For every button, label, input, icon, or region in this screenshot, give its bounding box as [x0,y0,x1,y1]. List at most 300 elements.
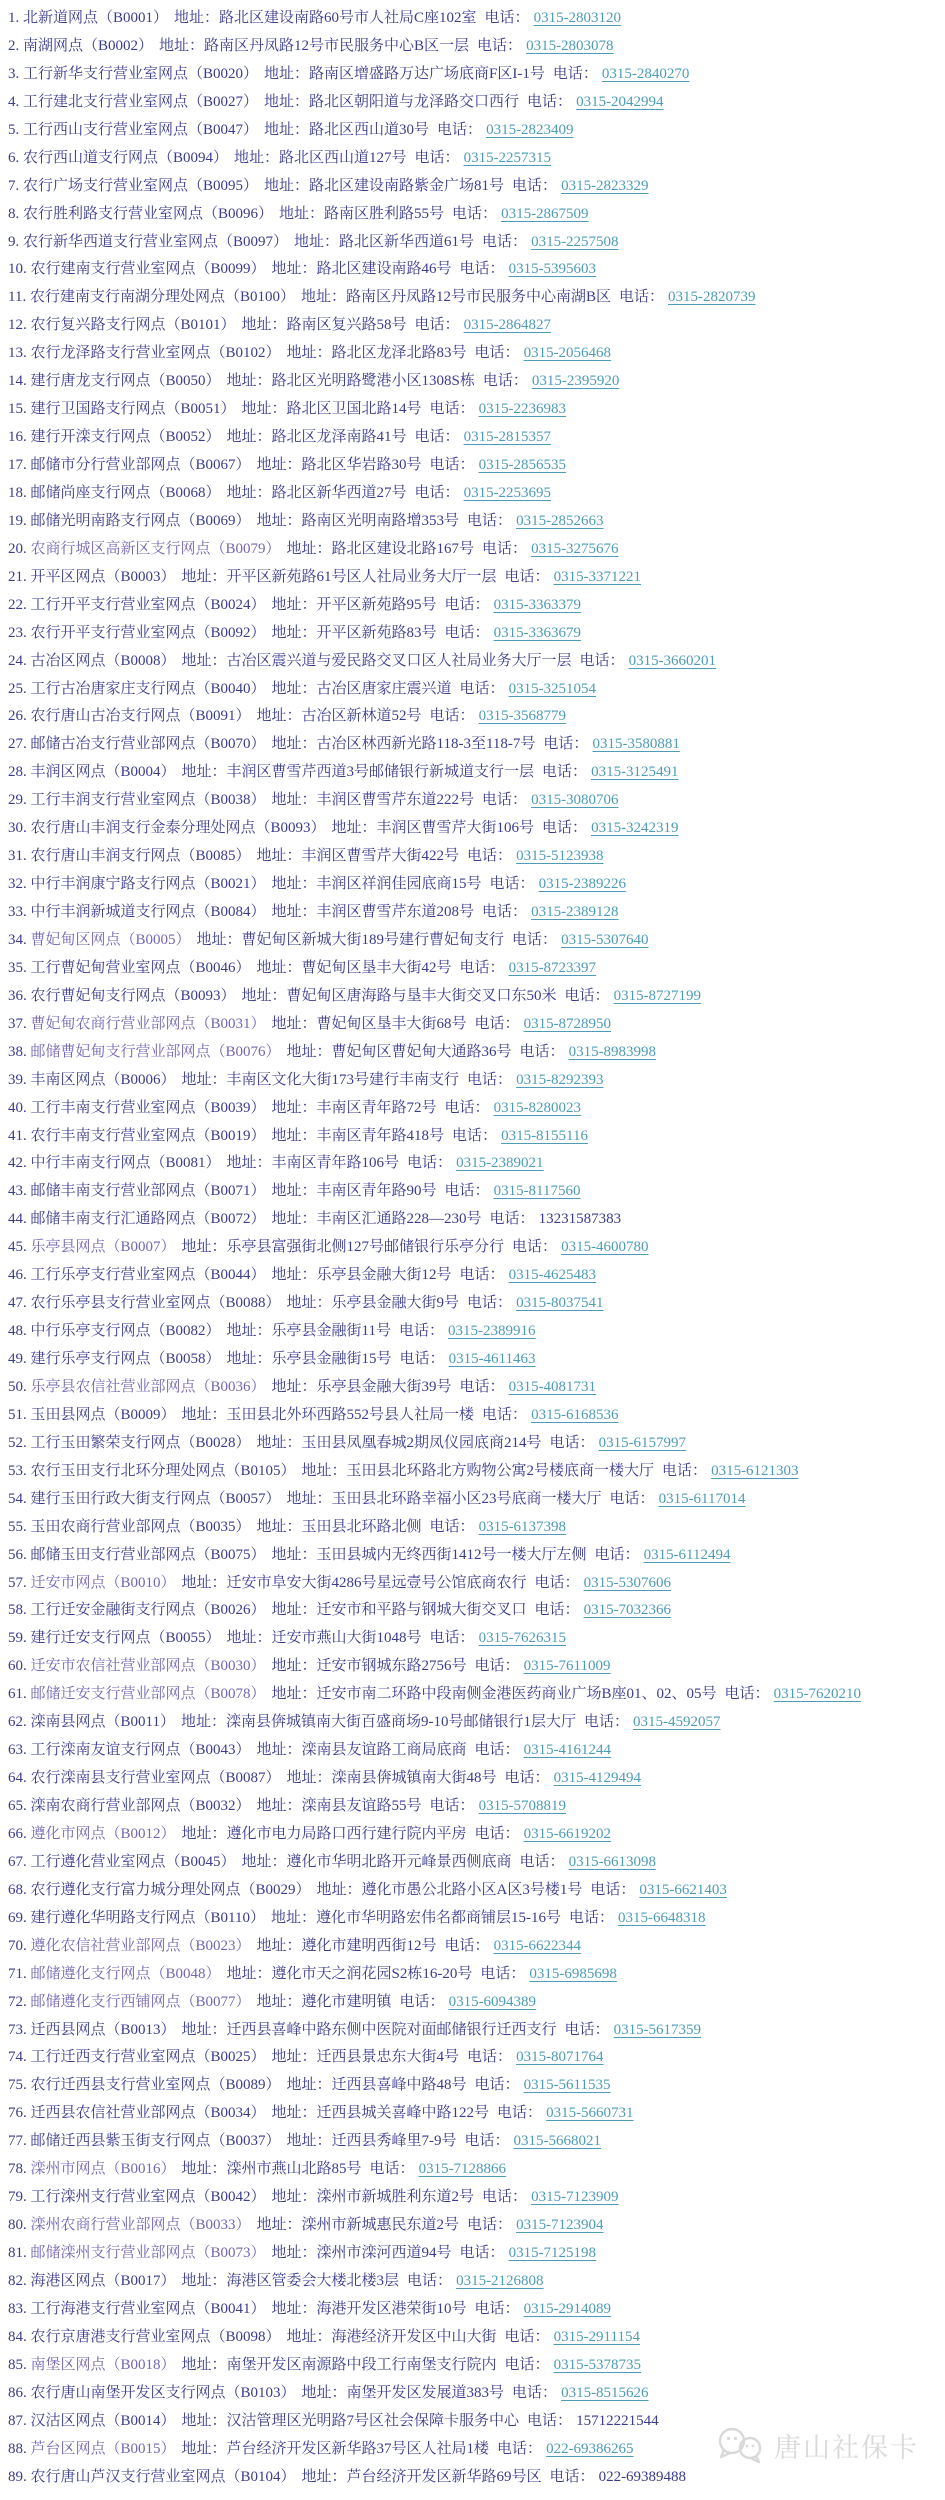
branch-address: 丰润区曹雪芹大街106号 [376,820,535,837]
address-label: 地址： [226,1155,272,1172]
address-label: 地址： [286,540,332,557]
phone-label: 电话： [399,1993,445,2010]
branch-address: 路北区龙泽北路83号 [331,345,467,362]
branch-phone-link[interactable]: 0315-4592057 [632,1714,721,1731]
branch-phone-link[interactable]: 0315-8727199 [613,987,702,1004]
branch-name: 农行玉田支行北环分理处网点（B0105） [30,1462,296,1479]
address-label: 地址： [196,931,242,948]
branch-phone-link[interactable]: 0315-6613098 [568,1853,657,1870]
phone-label: 电话： [429,457,475,473]
branch-address: 丰南区汇通路228—230号 [316,1211,482,1228]
branch-phone-link[interactable]: 0315-2236983 [478,401,567,418]
item-number: 37. [8,1015,31,1032]
branch-name: 丰南区网点（B0006） [30,1071,176,1088]
branch-phone-link[interactable]: 0315-4611463 [448,1351,536,1367]
phone-label: 电话： [489,876,535,893]
list-item [8,368,945,396]
phone-label: 电话： [429,1630,475,1647]
phone-label: 电话： [452,1127,498,1144]
item-number: 35. [8,959,31,976]
branch-name: 农行唐山古冶支行网点（B0091） [30,708,251,725]
branch-phone-link[interactable]: 0315-2389916 [448,1323,536,1340]
branch-phone-link[interactable]: 0315-6117014 [658,1490,746,1507]
branch-phone-link[interactable]: 022-69386265 [546,2440,634,2457]
branch-phone-link[interactable]: 0315-8983998 [568,1043,657,1060]
list-item [8,1290,945,1318]
branch-name: 农行京唐港支行营业室网点（B0098） [30,2328,281,2345]
branch-address: 海港经济开发区中山大街 [331,2328,497,2345]
list-item [8,927,945,955]
address-label: 地址： [181,2356,227,2373]
branch-phone-link[interactable]: 0315-3568779 [478,708,567,725]
address-label: 地址： [271,2189,317,2206]
branch-phone-link[interactable]: 0315-2823329 [561,177,649,194]
branch-name: 农行西山道支行网点（B0094） [23,149,229,166]
branch-address: 海港开发区港荣街10号 [316,2300,467,2317]
branch-phone-link[interactable]: 0315-8292393 [516,1071,604,1088]
item-number: 83. [8,2300,31,2317]
branch-phone-link[interactable]: 0315-8037541 [516,1295,604,1312]
branch-address: 遵化市建明镇 [301,1993,392,2010]
branch-address: 滦南县友谊路工商局底商 [301,1742,467,1759]
phone-label: 电话： [474,1658,520,1675]
branch-name: 农行唐山丰润支行网点（B0085） [30,848,251,865]
branch-phone-link[interactable]: 0315-6985698 [529,1965,617,1982]
branch-phone-link[interactable]: 0315-2395920 [531,373,620,390]
address-label: 地址： [286,1295,332,1312]
list-item [8,480,945,508]
item-number: 24. [8,652,31,669]
branch-phone-link[interactable]: 0315-2815357 [463,429,552,446]
branch-phone-link[interactable]: 0315-5708819 [478,1798,567,1814]
phone-label: 电话： [444,1099,490,1116]
branch-phone-link[interactable]: 0315-2257315 [463,149,552,166]
phone-label: 电话： [512,1239,558,1256]
item-number: 21. [8,568,31,585]
address-label: 地址： [256,457,302,473]
branch-address: 玉田县北外环西路552号县人社局一楼 [226,1406,475,1423]
item-number: 72. [8,1993,31,2010]
item-number: 28. [8,764,31,781]
list-item [8,1793,945,1821]
branch-phone-link[interactable]: 0315-5307606 [583,1574,672,1591]
branch-phone-link[interactable]: 0315-7123909 [531,2189,619,2206]
item-number: 76. [8,2105,31,2122]
branch-phone-link[interactable]: 0315-3251054 [508,680,597,697]
branch-phone-link[interactable]: 0315-4161244 [523,1742,612,1759]
branch-address: 玉田县城内无终西街1412号一楼大厅左侧 [316,1546,587,1563]
branch-phone-link[interactable]: 0315-4129494 [553,1770,642,1787]
branch-address: 路南区丹凤路12号市民服务中心南湖B区 [345,289,611,306]
branch-address: 滦州市燕山北路85号 [226,2161,362,2178]
item-number: 40. [8,1099,31,1116]
branch-phone-link[interactable]: 0315-7611009 [523,1658,611,1675]
branch-phone-link[interactable]: 0315-4600780 [561,1239,649,1256]
branch-address: 遵化市华明路宏伟名都商铺层15-16号 [315,1909,561,1926]
branch-address: 迁安市阜安大街4286号星远壹号公馆底商农行 [226,1574,527,1591]
list-item [8,256,945,284]
address-label: 地址： [271,904,317,920]
branch-phone-link[interactable]: 0315-8723397 [508,959,597,976]
branch-address: 遵化市华明北路开元峰景西侧底商 [286,1853,512,1870]
item-number: 57. [8,1574,31,1591]
branch-phone-link[interactable]: 0315-5123938 [516,848,604,865]
branch-name: 工行滦南友谊支行网点（B0043） [30,1742,251,1759]
address-label: 地址： [256,1798,302,1814]
branch-address: 芦台经济开发区新华路69号区 [346,2468,542,2485]
branch-address: 路北区西山道127号 [279,149,407,166]
branch-phone-link[interactable]: 0315-2864827 [463,317,552,334]
address-label: 地址： [234,149,280,166]
branch-address: 曹妃甸区曹妃甸大通路36号 [331,1043,512,1060]
item-number: 38. [8,1043,31,1060]
branch-name: 滦州农商行营业部网点（B0033） [30,2217,251,2234]
phone-label: 电话： [459,1378,505,1395]
item-number: 80. [8,2217,31,2234]
item-number: 9. [8,233,23,250]
list-item [8,1989,945,2017]
branch-address: 滦南县倴城镇南大街百盛商场9-10号邮储银行1层大厅 [225,1714,576,1731]
list-item [8,2156,945,2184]
branch-phone-link[interactable]: 0315-6621403 [639,1881,727,1898]
branch-phone-link[interactable]: 0315-6648318 [617,1909,706,1926]
branch-name: 乐亭县网点（B0007） [30,1239,176,1256]
branch-phone-link[interactable]: 0315-8280023 [493,1099,582,1116]
watermark [714,2424,919,2466]
branch-phone-link[interactable]: 0315-7032366 [583,1602,672,1619]
phone-label: 电话： [519,1853,565,1870]
address-label: 地址： [271,792,317,809]
address-label: 地址： [301,2468,347,2485]
phone-label: 电话： [437,121,483,138]
branch-name: 邮储曹妃甸支行营业部网点（B0076） [30,1043,281,1060]
item-number: 51. [8,1406,31,1423]
item-number: 7. [8,177,23,194]
branch-phone-link[interactable]: 0315-2856535 [478,457,567,473]
item-number: 55. [8,1518,31,1535]
list-item [8,1095,945,1123]
list-item [8,592,945,620]
phone-label: 电话： [527,2412,573,2429]
list-item [8,759,945,787]
branch-phone-link[interactable]: 0315-3363379 [493,596,582,613]
list-item [8,2380,945,2408]
item-number: 61. [8,1686,31,1703]
item-number: 26. [8,708,31,725]
item-number: 30. [8,820,31,837]
item-number: 39. [8,1071,31,1088]
branch-address: 玉田县北环路北侧 [301,1518,422,1535]
item-number: 50. [8,1378,31,1395]
address-label: 地址： [174,10,220,26]
branch-phone-link[interactable]: 0315-2840270 [601,65,690,82]
item-number: 79. [8,2189,31,2206]
list-item [8,2352,945,2380]
list-item [8,1961,945,1989]
branch-address: 迁西县喜峰中路东侧中医院对面邮储银行迁西支行 [226,2021,557,2038]
branch-name: 玉田农商行营业部网点（B0035） [30,1518,251,1535]
list-item [8,2324,945,2352]
address-label: 地址： [226,1630,272,1647]
branch-name: 中行丰润新城道支行网点（B0084） [30,904,266,920]
branch-phone-link[interactable]: 0315-6112494 [643,1546,731,1563]
branch-name: 工行曹妃甸营业室网点（B0046） [30,959,251,976]
list-item [8,452,945,480]
address-label: 地址： [271,876,317,893]
list-item [8,1178,945,1206]
branch-address: 芦台经济开发区新华路37号区人社局1楼 [226,2440,490,2457]
phone-label: 电话： [467,1071,513,1088]
branch-phone-link[interactable]: 0315-4081731 [508,1378,597,1395]
phone-label: 电话： [429,401,475,418]
branch-phone-link[interactable]: 0315-3371221 [553,568,642,585]
branch-phone-link[interactable]: 0315-2820739 [668,289,756,306]
branch-name: 农行新华西道支行营业室网点（B0097） [23,233,289,250]
branch-phone-link[interactable]: 0315-3242319 [591,820,679,837]
branch-phone-link[interactable]: 0315-8728950 [523,1015,612,1032]
item-number: 45. [8,1239,31,1256]
branch-address: 路北区新华西道27号 [271,484,407,501]
branch-address: 路北区新华西道61号 [339,233,475,250]
address-label: 地址： [286,2133,332,2150]
branch-address: 开平区新苑路61号区人社局业务大厅一层 [226,568,497,585]
item-number: 41. [8,1127,31,1144]
phone-label: 电话： [467,848,513,865]
branch-address: 路北区朝阳道与龙泽路交口西行 [309,93,520,110]
branch-phone-link[interactable]: 0315-6168536 [531,1406,619,1423]
phone-label: 电话： [429,1518,475,1535]
branch-phone-link[interactable]: 0315-4625483 [508,1267,597,1284]
list-item [8,1458,945,1486]
branch-name: 农行建南支行营业室网点（B0099） [30,261,266,278]
item-number: 73. [8,2021,31,2038]
branch-address: 路北区龙泽南路41号 [271,429,407,446]
branch-address: 乐亭县金融大街9号 [331,1295,460,1312]
address-label: 地址： [271,1378,317,1395]
branch-phone-link[interactable]: 0315-2389128 [531,904,619,920]
branch-address: 丰南区文化大街173号建行丰南支行 [226,1071,460,1088]
list-item [8,2017,945,2045]
branch-phone-link[interactable]: 0315-2042994 [576,93,664,110]
branch-name: 农行广场支行营业室网点（B0095） [23,177,259,194]
phone-label: 电话： [534,1602,580,1619]
address-label: 地址： [256,708,302,725]
phone-label: 电话： [444,1183,490,1200]
list-item [8,5,945,33]
item-number: 31. [8,848,31,865]
branch-phone-link[interactable]: 0315-5660731 [546,2105,634,2122]
phone-label: 电话： [527,93,573,110]
branch-phone-link[interactable]: 0315-5395603 [508,261,597,278]
branch-address: 迁西县景忠东大街4号 [316,2049,460,2066]
branch-phone-link[interactable]: 0315-3080706 [531,792,619,809]
branch-address: 丰润区曹雪芹东道222号 [316,792,475,809]
branch-phone-link[interactable]: 0315-8515626 [561,2384,649,2401]
branch-name: 滦州市网点（B0016） [30,2161,176,2178]
item-number: 22. [8,596,31,613]
branch-phone-link[interactable]: 0315-5668021 [513,2133,602,2150]
branch-phone-link[interactable]: 0315-2823409 [486,121,574,138]
item-number: 19. [8,512,31,529]
branch-name: 农行胜利路支行营业室网点（B0096） [23,205,274,222]
item-number: 63. [8,1742,31,1759]
list-item [8,2128,945,2156]
item-number: 32. [8,876,31,893]
branch-phone-link[interactable]: 0315-2803078 [526,37,614,54]
list-item [8,1206,945,1234]
list-item [8,340,945,368]
item-number: 11. [8,289,30,306]
branch-phone-link[interactable]: 0315-2911154 [553,2328,640,2345]
branch-address: 乐亭县金融街11号 [271,1323,391,1340]
branch-phone-link[interactable]: 0315-6619202 [523,1825,612,1842]
branch-address: 曹妃甸区新城大街189号建行曹妃甸支行 [241,931,505,948]
branch-address: 丰南区青年路418号 [316,1127,445,1144]
branch-address: 南堡开发区南源路中段工行南堡支行院内 [226,2356,497,2373]
branch-phone-link[interactable]: 0315-2056468 [523,345,612,362]
branch-name: 工行迁安金融街支行网点（B0026） [30,1602,266,1619]
item-number: 59. [8,1630,31,1647]
address-label: 地址： [256,1937,302,1954]
address-label: 地址： [286,1490,332,1507]
branch-phone-link[interactable]: 0315-3275676 [531,540,619,557]
branch-name: 迁西县网点（B0013） [30,2021,176,2038]
branch-name: 滦南县网点（B0011） [30,1714,175,1731]
branch-phone-link[interactable]: 0315-3125491 [591,764,679,781]
address-label: 地址： [181,1574,227,1591]
branch-name: 中行丰南支行网点（B0081） [30,1155,221,1172]
item-number: 20. [8,540,31,557]
branch-name: 邮储迁安支行营业部网点（B0078） [30,1686,266,1703]
branch-address: 遵化市建明西街12号 [301,1937,437,1954]
branch-phone-link[interactable]: 0315-5611535 [523,2077,611,2094]
phone-label: 电话： [477,37,523,54]
phone-label: 电话： [459,2245,505,2261]
branch-address: 丰南区青年路106号 [271,1155,400,1172]
branch-phone-link[interactable]: 0315-2253695 [463,484,552,501]
branch-phone-link[interactable]: 0315-7123904 [516,2217,604,2234]
list-item [8,1067,945,1095]
branch-name: 工行新华支行营业室网点（B0020） [23,65,259,82]
item-number: 33. [8,904,31,920]
branch-phone-link[interactable]: 0315-7128866 [418,2161,507,2178]
branch-phone-link[interactable]: 0315-6157997 [598,1434,687,1451]
branch-phone-link[interactable]: 0315-2389226 [538,876,627,893]
branch-phone-link[interactable]: 0315-8071764 [516,2049,604,2066]
branch-name: 建行遵化华明路支行网点（B0110） [30,1909,265,1926]
item-number: 23. [8,624,31,641]
list-item [8,1933,945,1961]
branch-address: 路北区建设南路60号市人社局C座102室 [219,10,477,26]
address-label: 地址： [271,1658,317,1675]
branch-phone-link[interactable]: 0315-7620210 [773,1686,862,1703]
list-item [8,1318,945,1346]
item-number: 56. [8,1546,31,1563]
item-number: 62. [8,1714,31,1731]
branch-phone-link[interactable]: 0315-5617359 [613,2021,702,2038]
branch-address: 遵化市天之润花园S2栋16-20号 [271,1965,473,1982]
phone-label: 电话： [399,1351,445,1367]
address-label: 地址： [271,624,317,641]
item-number: 34. [8,931,31,948]
branch-address: 丰南区青年路72号 [316,1099,437,1116]
phone-label: 电话： [482,1406,528,1423]
branch-phone-link[interactable]: 0315-6137398 [478,1518,567,1535]
branch-address: 古冶区震兴道与爱民路交叉口区人社局业务大厅一层 [226,652,572,669]
phone-label: 电话： [543,736,589,753]
branch-name: 农行唐山芦汉支行营业室网点（B0104） [30,2468,296,2485]
branch-name: 建行唐龙支行网点（B0050） [30,373,221,390]
branch-phone-link[interactable]: 0315-8117560 [493,1183,581,1200]
item-number: 66. [8,1825,31,1842]
branch-phone-link[interactable]: 0315-8155116 [501,1127,589,1144]
branch-name: 曹妃甸农商行营业部网点（B0031） [30,1015,266,1032]
branch-phone-link[interactable]: 0315-7626315 [478,1630,567,1647]
branch-phone-link[interactable]: 0315-2389021 [456,1155,544,1172]
branch-phone-link[interactable]: 0315-3580881 [592,736,680,753]
branch-phone: 13231587383 [538,1211,622,1228]
branch-phone-link[interactable]: 0315-2914089 [523,2300,612,2317]
address-label: 地址： [271,2300,317,2317]
branch-phone-link[interactable]: 0315-6121303 [711,1462,799,1479]
address-label: 地址： [264,121,310,138]
branch-phone-link[interactable]: 0315-2803120 [533,10,622,26]
branch-phone-link[interactable]: 0315-2867509 [501,205,589,222]
list-item [8,2464,945,2492]
branch-phone-link[interactable]: 0315-2126808 [456,2272,544,2289]
item-number: 70. [8,1937,31,1954]
branch-phone-link[interactable]: 0315-5307640 [561,931,649,948]
address-label: 地址： [226,484,272,501]
address-label: 地址： [286,1043,332,1060]
branch-address: 遵化市电力局路口西行建行院内平房 [226,1825,467,1842]
list-item [8,2212,945,2240]
address-label: 地址： [286,345,332,362]
branch-address: 迁西县秀峰里7-9号 [331,2133,457,2150]
list-item [8,1709,945,1737]
address-label: 地址： [271,1546,317,1563]
phone-label: 电话： [564,987,610,1004]
item-number: 12. [8,317,31,334]
item-number: 65. [8,1798,31,1814]
address-label: 地址： [271,1015,317,1032]
address-label: 地址： [301,1462,347,1479]
branch-phone-link[interactable]: 0315-6094389 [448,1993,537,2010]
phone-label: 电话： [619,289,665,306]
branch-phone-link[interactable]: 0315-7125198 [508,2245,597,2261]
list-item [8,61,945,89]
list-item [8,703,945,731]
branch-phone-link[interactable]: 0315-2257508 [531,233,619,250]
list-item [8,1597,945,1625]
branch-address: 路北区建设南路46号 [316,261,452,278]
branch-address: 丰润区曹雪芹西道3号邮储银行新城道支行一层 [226,764,535,781]
address-label: 地址： [181,1406,227,1423]
phone-label: 电话： [534,1574,580,1591]
branch-address: 乐亭县金融大街39号 [316,1378,452,1395]
branch-phone-link[interactable]: 0315-6622344 [493,1937,582,1954]
branch-phone-link[interactable]: 0315-3363679 [493,624,582,641]
branch-phone-link[interactable]: 0315-2852663 [516,512,604,529]
branch-address: 路南区丹凤路12号市民服务中心B区一层 [204,37,470,54]
list-item [8,424,945,452]
item-number: 29. [8,792,31,809]
branch-phone-link[interactable]: 0315-3660201 [628,652,717,669]
branch-address: 滦南县友谊路55号 [301,1798,422,1814]
phone-label: 电话： [407,2272,453,2289]
phone-label: 电话： [504,568,550,585]
branch-phone-link[interactable]: 0315-5378735 [553,2356,642,2373]
